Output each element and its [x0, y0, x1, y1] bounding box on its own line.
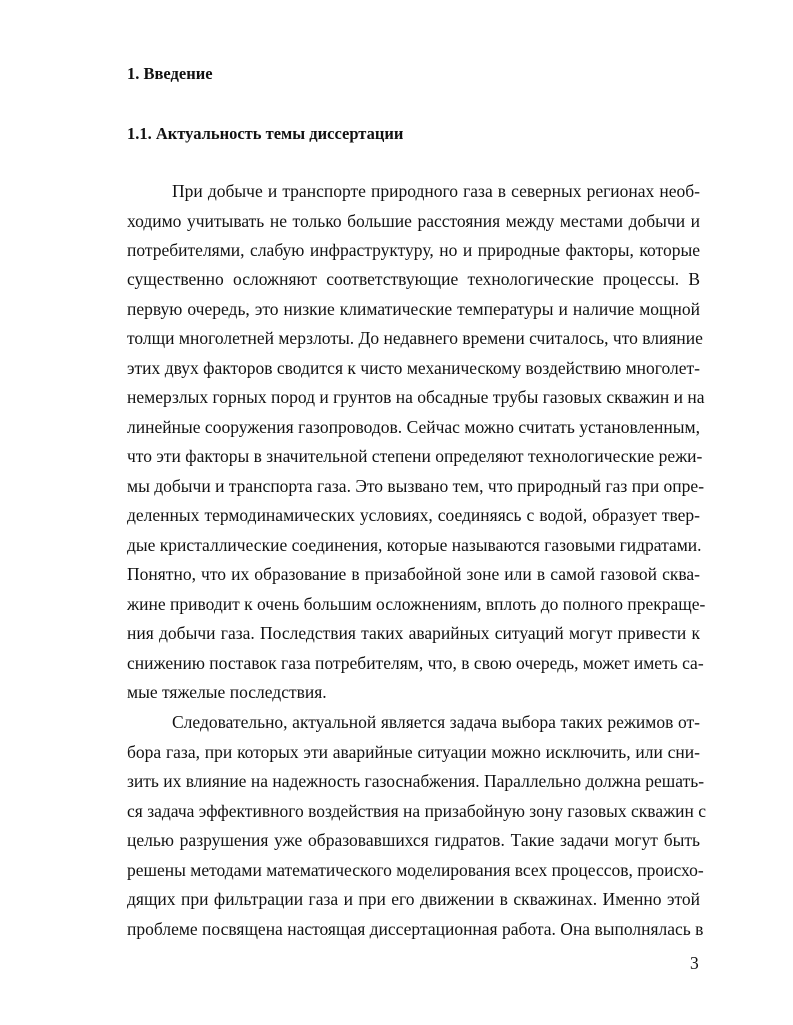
text-line: дящих при фильтрации газа и при его движении в скважинах. Именно этой	[127, 889, 700, 909]
text-line: мы добычи и транспорта газа. Это вызвано тем, что природный газ при опре-	[127, 476, 705, 496]
text-line: ходимо учитывать не только большие расстояния между местами добычи и	[127, 211, 700, 231]
page-number: 3	[690, 953, 699, 973]
text-line: мые тяжелые последствия.	[127, 682, 327, 702]
text-line: При добыче и транспорте природного газа в северных регионах необ-	[172, 181, 700, 201]
text-line: деленных термодинамических условиях, соединяясь с водой, образует твер-	[127, 505, 700, 525]
text-line: зить их влияние на надежность газоснабжения. Параллельно должна решать-	[127, 771, 705, 791]
text-line: целью разрушения уже образовавшихся гидратов. Такие задачи могут быть	[127, 830, 700, 850]
section-heading: 1. Введение	[127, 64, 213, 83]
text-line: потребителями, слабую инфраструктуру, но и природные факторы, которые	[127, 240, 700, 260]
text-line: снижению поставок газа потребителям, что, в свою очередь, может иметь са-	[127, 653, 704, 673]
text-line: жине приводит к очень большим осложнениям, вплоть до полного прекраще-	[127, 594, 706, 614]
text-line: проблеме посвящена настоящая диссертационная работа. Она выполнялась в	[127, 919, 704, 939]
text-line: первую очередь, это низкие климатические температуры и наличие мощной	[127, 299, 700, 319]
subsection-heading: 1.1. Актуальность темы диссертации	[127, 124, 404, 143]
text-line: ния добычи газа. Последствия таких аварийных ситуаций могут привести к	[127, 623, 700, 643]
text-line: решены методами математического моделирования всех процессов, происхо-	[127, 860, 704, 880]
text-line: Понятно, что их образование в призабойной зоне или в самой газовой сква-	[127, 564, 700, 584]
text-line: ся задача эффективного воздействия на призабойную зону газовых скважин с	[127, 801, 707, 821]
text-line: существенно осложняют соответствующие технологические процессы. В	[127, 269, 700, 289]
text-line: линейные сооружения газопроводов. Сейчас можно считать установленным,	[127, 417, 700, 437]
text-line: бора газа, при которых эти аварийные ситуации можно исключить, или сни-	[127, 742, 700, 762]
text-line: этих двух факторов сводится к чисто механическому воздействию многолет-	[127, 358, 700, 378]
text-line: Следовательно, актуальной является задача выбора таких режимов от-	[172, 712, 700, 732]
text-line: дые кристаллические соединения, которые называются газовыми гидратами.	[127, 535, 702, 555]
text-line: толщи многолетней мерзлоты. До недавнего времени считалось, что влияние	[127, 328, 703, 348]
text-line: что эти факторы в значительной степени определяют технологические режи-	[127, 446, 703, 466]
text-line: немерзлых горных пород и грунтов на обсадные трубы газовых скважин и на	[127, 387, 705, 407]
